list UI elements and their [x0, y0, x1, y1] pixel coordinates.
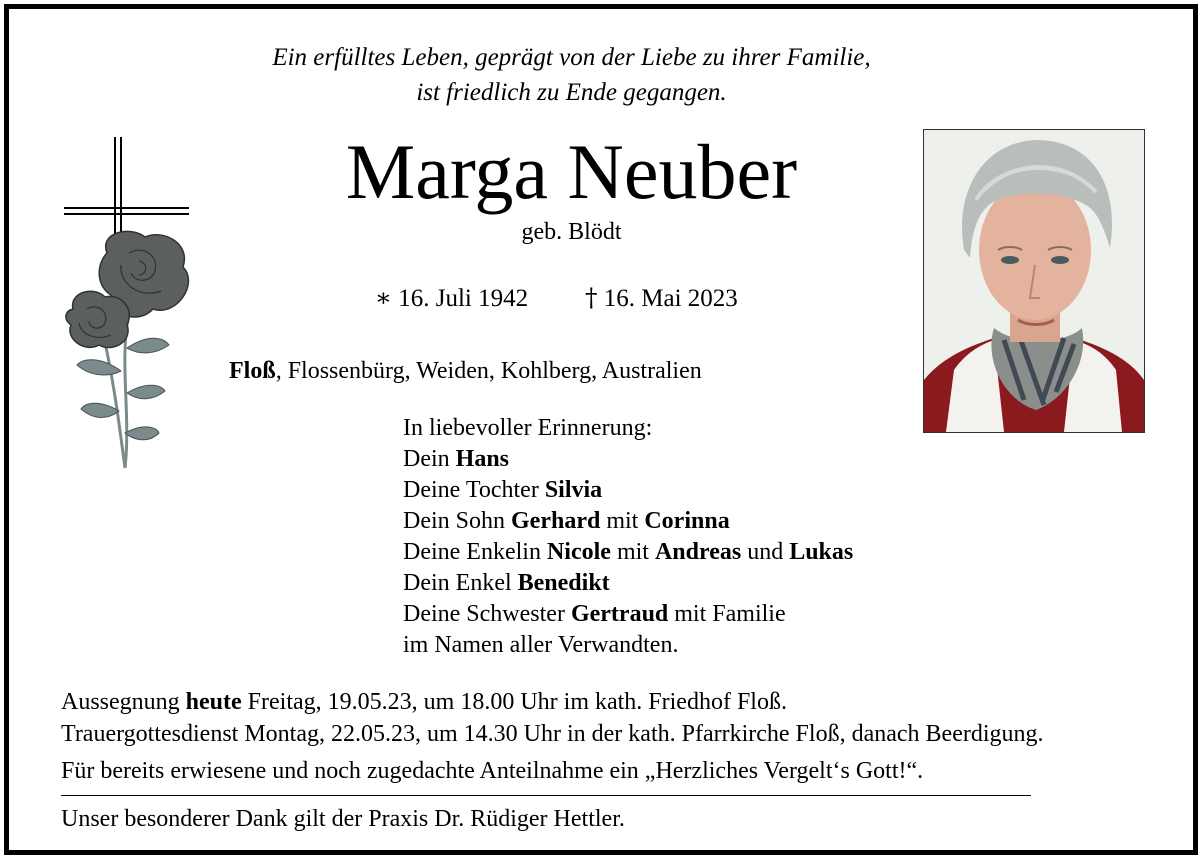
places-line	[229, 358, 702, 385]
birth-date	[375, 283, 528, 313]
mourner-text: mit Familie	[668, 601, 786, 627]
service-line-3: Für bereits erwiesene und noch zugedachte Anteilnahme ein „Herzliches Vergelt‘s Gott!“.	[61, 758, 924, 784]
service-line-2: Trauergottesdienst Montag, 22.05.23, um 14.30 Uhr in der kath. Pfarrkirche Floß, danach Beerdigung.	[61, 721, 1044, 747]
deceased-name: Marga Neuber	[345, 128, 798, 215]
birth-date-value: 16. Juli 1942	[398, 285, 529, 312]
divider-line	[61, 795, 1031, 796]
places-bold: Floß	[229, 358, 276, 384]
mourner-text: Dein Enkel	[403, 570, 518, 596]
mourner-name: Nicole	[546, 539, 611, 565]
service-text: Aussegnung	[61, 689, 186, 715]
mourners-intro: In liebevoller Erinnerung:	[403, 415, 653, 441]
mourners-list	[403, 413, 853, 661]
mourner-name: Lukas	[789, 539, 854, 565]
mourner-name: Benedikt	[517, 570, 610, 596]
mourner-name: Corinna	[644, 508, 730, 534]
obituary-card	[4, 4, 1198, 855]
mourner-name: Hans	[455, 446, 510, 472]
mourner-line	[403, 568, 853, 599]
mourner-text: mit	[600, 508, 645, 534]
mourner-line	[403, 537, 853, 568]
mourner-name: Gertraud	[570, 601, 669, 627]
service-line-1	[61, 689, 787, 716]
mourner-text: Dein Sohn	[403, 508, 511, 534]
portrait-photo	[923, 129, 1145, 433]
mourner-name: Silvia	[544, 477, 603, 503]
motto-line-1: Ein erfülltes Leben, geprägt von der Liebe zu ihrer Familie,	[272, 44, 871, 71]
mourner-text: Deine Tochter	[403, 477, 545, 503]
thanks-line: Unser besonderer Dank gilt der Praxis Dr. Rüdiger Hettler.	[61, 806, 625, 832]
mourner-line	[403, 444, 853, 475]
motto-line-2: ist friedlich zu Ende gegangen.	[416, 79, 727, 106]
mourner-line	[403, 506, 853, 537]
mourner-text: und	[741, 539, 790, 565]
mourner-name: Gerhard	[511, 508, 601, 534]
mourner-line	[403, 599, 853, 630]
mourner-text: Dein	[403, 446, 456, 472]
mourner-name: Andreas	[654, 539, 742, 565]
mourner-text: Deine Schwester	[403, 601, 571, 627]
service-highlight: heute	[185, 689, 242, 715]
places-rest: , Flossenbürg, Weiden, Kohlberg, Australien	[275, 358, 702, 384]
portrait-image	[924, 130, 1144, 432]
mourner-text: mit	[610, 539, 655, 565]
service-text: Freitag, 19.05.23, um 18.00 Uhr im kath. Friedhof Floß.	[241, 689, 787, 715]
death-cross-icon: †	[585, 283, 598, 312]
birth-star-icon: ∗	[375, 283, 392, 312]
mourner-line	[403, 475, 853, 506]
born-name: geb. Blödt	[521, 219, 622, 245]
death-date	[585, 283, 738, 313]
death-date-value: 16. Mai 2023	[603, 285, 738, 312]
mourner-text: Deine Enkelin	[403, 539, 547, 565]
mourners-closing: im Namen aller Verwandten.	[403, 632, 679, 658]
